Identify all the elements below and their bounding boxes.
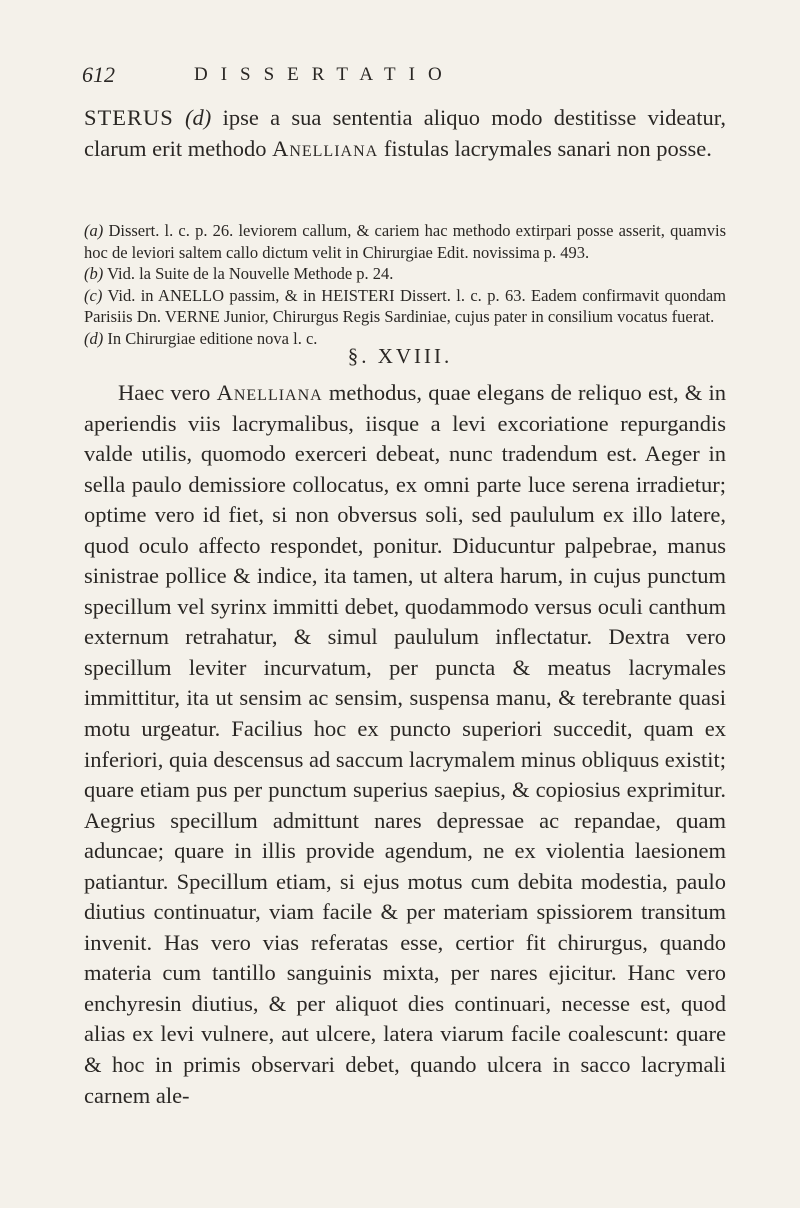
footnote-mark: (b) xyxy=(84,264,104,283)
section-paragraph xyxy=(84,378,726,1111)
footnote xyxy=(84,220,726,263)
section-heading: §. XVIII. xyxy=(347,344,453,368)
paragraph-text: ipse a sua sententia aliquo modo destitisse videatur, clarum erit methodo xyxy=(84,105,727,161)
footnote xyxy=(84,263,726,285)
page-header xyxy=(82,62,722,94)
method-name: Anelliana xyxy=(216,380,323,405)
footnote-text: Vid. la Suite de la Nouvelle Methode p. 24. xyxy=(107,264,394,283)
author-name: STERUS xyxy=(84,105,174,130)
footnote-mark: (a) xyxy=(84,221,104,240)
method-name: Anelliana xyxy=(272,136,379,161)
footnotes xyxy=(84,220,726,349)
page-number: 612 xyxy=(82,62,115,87)
footnote-text: In Chirurgiae editione nova l. c. xyxy=(107,328,318,348)
footnote xyxy=(84,285,726,328)
paragraph-tail: fistulas lacrymales sanari non posse. xyxy=(383,136,712,161)
footnote-ref: (d) xyxy=(185,105,212,130)
footnote-text: Vid. in ANELLO passim, & in HEISTERI Dissert. l. c. p. 63. Eadem confirmavit quondam Parisiis Dn. VERNE Junior, Chirurgus Regis Sardiniae, cujus pater in consilium vocatus fuerat. xyxy=(84,285,726,326)
paragraph-start: Haec vero xyxy=(118,380,211,405)
footnote-text: Dissert. l. c. p. 26. leviorem callum, & cariem hac methodo extirpari posse asserit, quamvis hoc de leviori saltem callo dictum velit in Chirurgiae Edit. novissima p. 493. xyxy=(84,221,726,262)
continued-paragraph xyxy=(84,102,726,164)
footnote-mark: (c) xyxy=(84,285,103,305)
running-title: DISSERTATIO xyxy=(194,64,455,85)
footnote-mark: (d) xyxy=(84,328,104,348)
paragraph-text: methodus, quae elegans de reliquo est, & in aperiendis viis lacrymalibus, iisque a levi excoriatione repurgandis valde utilis, quomodo exerceri debeat, nunc tradendum est. Aeger in sella paulo demissiore collocatus, ex omni parte luce serena irradietur; optime vero id fiet, si non obversus soli, sed paululum ex illo latere, quod oculo affecto respondet, ponitur. Diducuntur palpebrae, manus sinistrae pollice & indice, ita tamen, ut altera harum, in cujus punctum specillum vel syrinx immitti debet, quodammodo versus oculi canthum externum retrahatur, & simul paululum inflectatur. Dextra vero specillum leviter incurvatum, per puncta & meatus lacrymales immittitur, ita ut sensim ac sensim, suspensa manu, & terebrante quasi motu urgeatur. Facilius hoc ex puncto superiori succedit, quam ex inferiori, quia descensus ad saccum lacrymalem minus obliquus existit; quare etiam pus per punctum superius saepius, & copiosius exprimitur. Aegrius specillum admittunt nares depressae ac repandae, quam aduncae; quare in illis provide agendum, ne ex violentia laesionem patiantur. Specillum etiam, si ejus motus cum debita modestia, paulo diutius continuatur, viam facile & per materiam spissiorem transitum invenit. Has vero vias referatas esse, certior fit chirurgus, quando materia cum tantillo sanguinis mixta, per nares ejicitur. Hanc vero enchyresin diutius, & per aliquot dies continuari, necesse est, quod alias ex levi vulnere, aut ulcere, latera viarum facile coalescunt: quare & hoc in primis observari debet, quando ulcera in sacco lacrymali carnem ale- xyxy=(84,380,726,1108)
